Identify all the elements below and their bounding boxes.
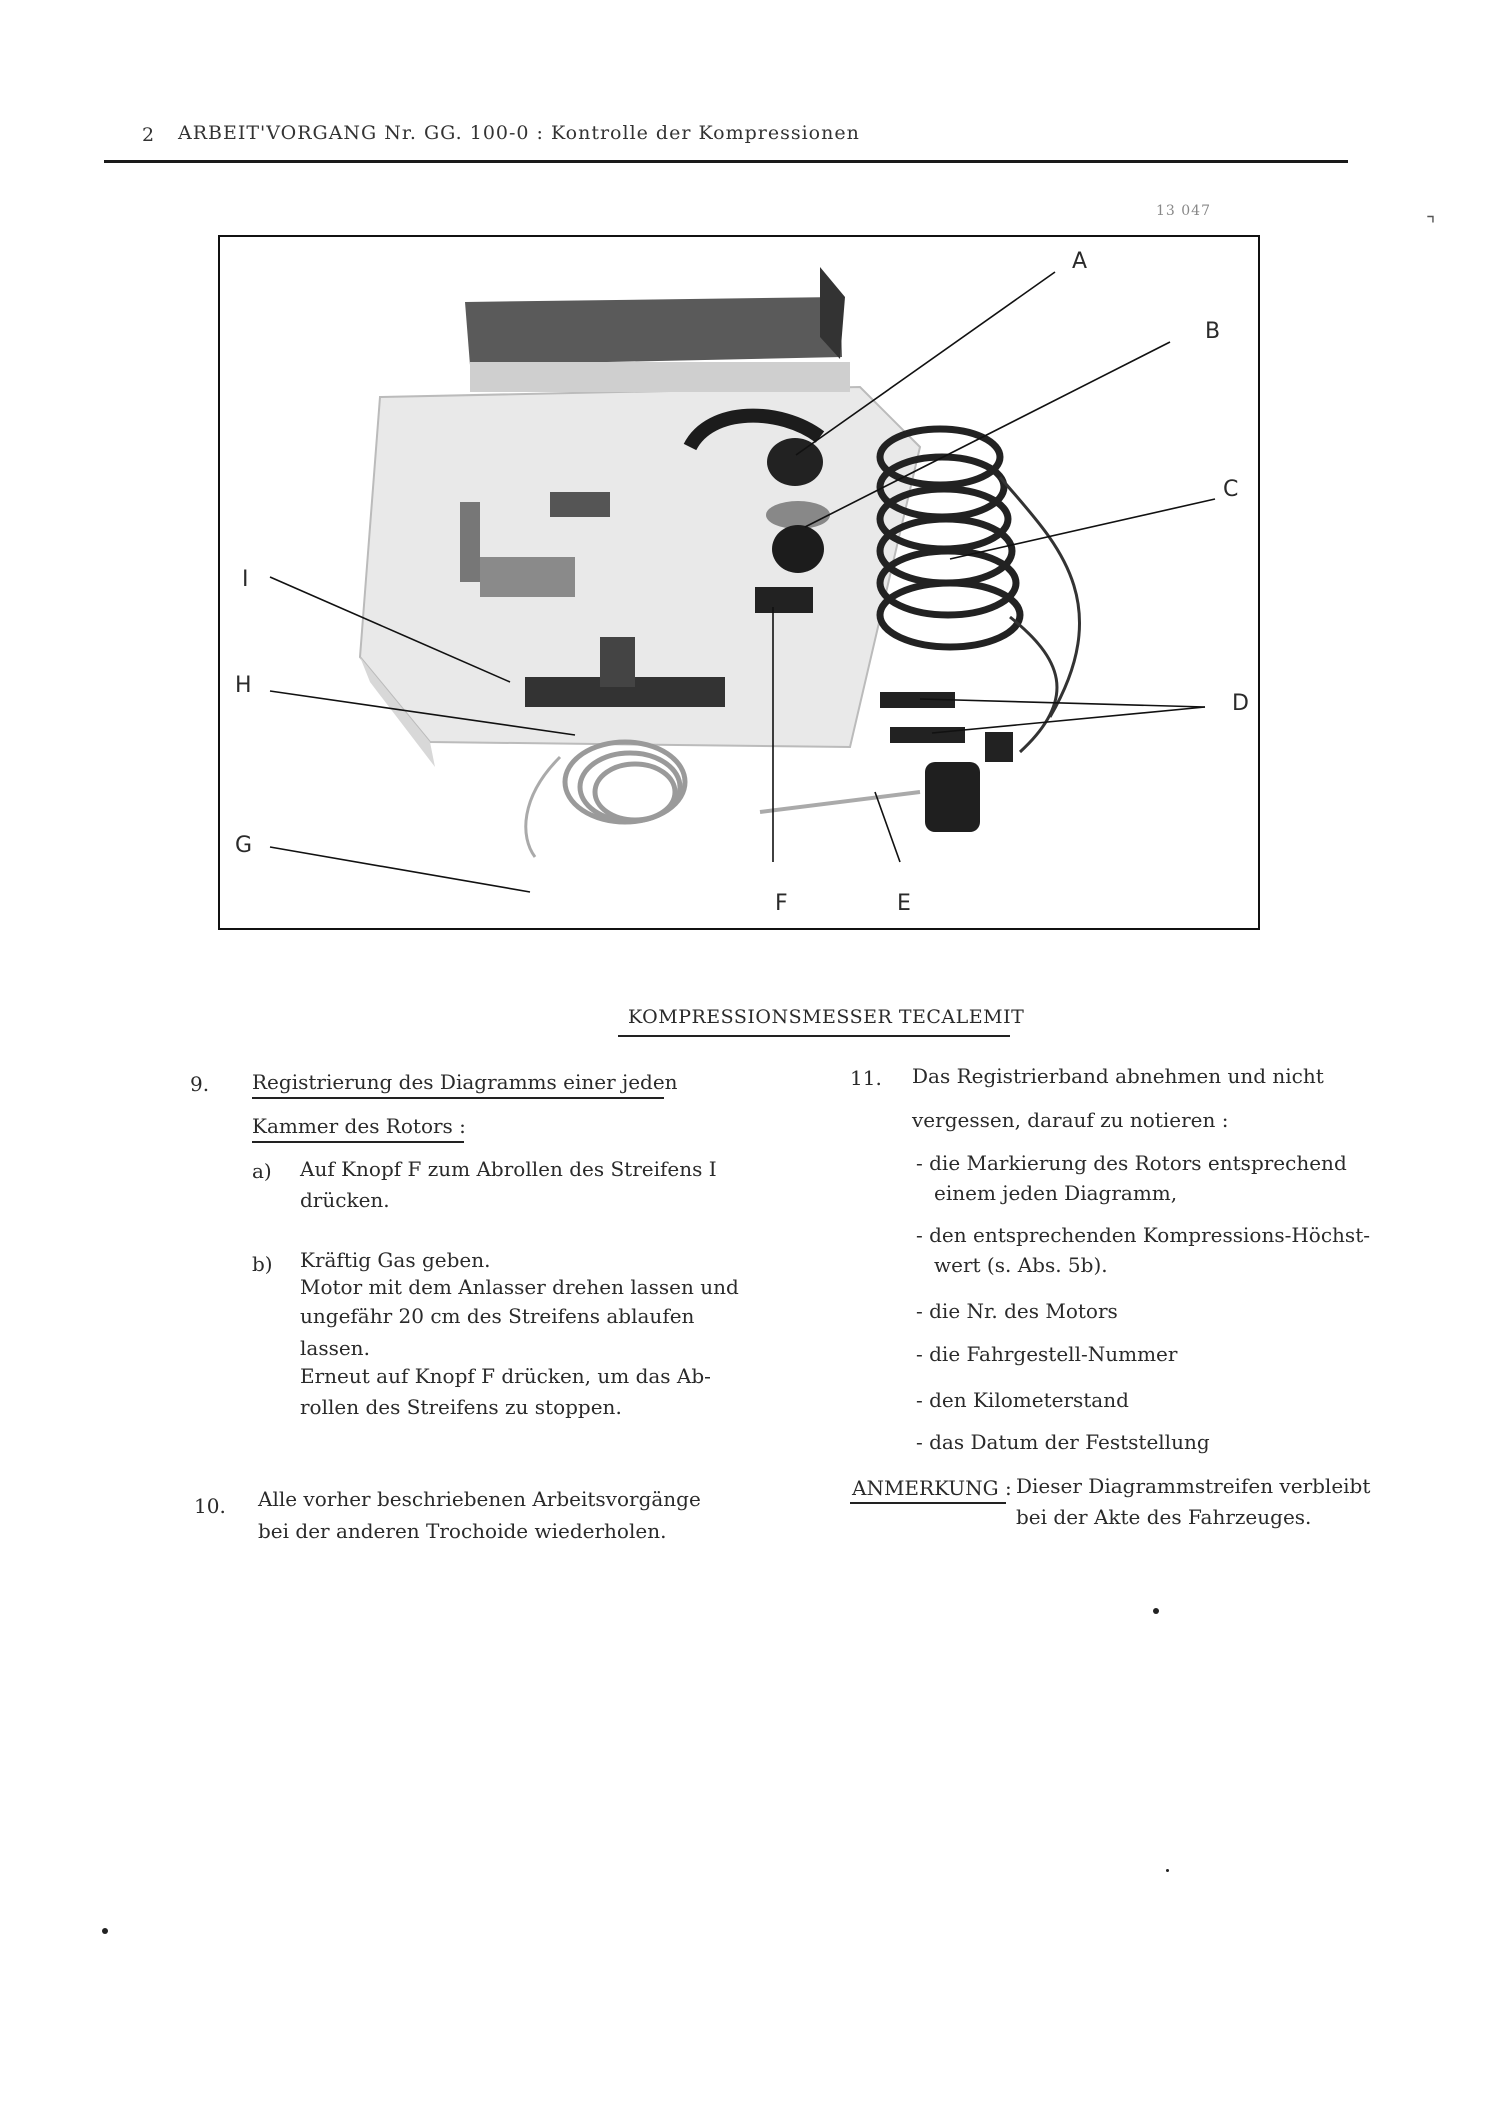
note-label-underline	[850, 1502, 1006, 1504]
step-11-item5: - den Kilometerstand	[916, 1388, 1129, 1412]
step-10-line1: Alle vorher beschriebenen Arbeitsvorgänge	[258, 1487, 701, 1511]
step-11-item1-line2: einem jeden Diagramm,	[934, 1181, 1178, 1205]
stray-mark	[1166, 1869, 1169, 1872]
step-9a-marker: a)	[252, 1159, 272, 1183]
label-C: C	[1223, 477, 1239, 502]
step-9b-line4: lassen.	[300, 1336, 370, 1360]
step-9a-line1: Auf Knopf F zum Abrollen des Streifens I	[300, 1157, 717, 1181]
step-11-item2-line2: wert (s. Abs. 5b).	[934, 1253, 1108, 1277]
step-11-item6: - das Datum der Feststellung	[916, 1430, 1210, 1454]
note-label: ANMERKUNG :	[852, 1476, 1012, 1500]
step-9-heading-underline1	[252, 1097, 664, 1099]
step-11-line2: vergessen, darauf zu notieren :	[912, 1108, 1229, 1132]
step-10-line2: bei der anderen Trochoide wiederholen.	[258, 1519, 667, 1543]
step-9b-line1: Kräftig Gas geben.	[300, 1248, 491, 1272]
page-number: 2	[142, 124, 156, 146]
photo-id: 13 047	[1156, 203, 1211, 219]
step-11-item1-line1: - die Markierung des Rotors entsprechend	[916, 1151, 1347, 1175]
step-9b-marker: b)	[252, 1252, 273, 1276]
step-11-line1: Das Registrierband abnehmen und nicht	[912, 1064, 1324, 1088]
figure-photo	[218, 235, 1260, 930]
note-line1: Dieser Diagrammstreifen verbleibt	[1016, 1474, 1371, 1498]
step-11-item4: - die Fahrgestell-Nummer	[916, 1342, 1178, 1366]
step-11-item2-line1: - den entsprechenden Kompressions-Höchst-	[916, 1223, 1370, 1247]
step-9a-line2: drücken.	[300, 1188, 390, 1212]
label-B: B	[1205, 319, 1221, 344]
stray-mark	[102, 1928, 108, 1934]
label-A: A	[1072, 249, 1088, 274]
step-11-item3: - die Nr. des Motors	[916, 1299, 1118, 1323]
step-9b-line2: Motor mit dem Anlasser drehen lassen und	[300, 1275, 739, 1299]
label-F: F	[775, 891, 788, 916]
step-9-heading-underline2	[252, 1141, 464, 1143]
header-rule	[104, 160, 1348, 163]
label-G: G	[235, 833, 253, 858]
figure-illustration	[220, 237, 1260, 930]
step-11-number: 11.	[850, 1066, 882, 1090]
label-I: I	[242, 567, 249, 592]
caption-underline	[618, 1035, 1010, 1037]
step-10-number: 10.	[194, 1494, 226, 1518]
note-line2: bei der Akte des Fahrzeuges.	[1016, 1505, 1312, 1529]
figure-caption: KOMPRESSIONSMESSER TECALEMIT	[628, 1006, 1025, 1028]
step-9-heading-line2: Kammer des Rotors :	[252, 1114, 466, 1138]
step-9b-line6: rollen des Streifens zu stoppen.	[300, 1395, 622, 1419]
corner-mark: ⌝	[1426, 212, 1436, 236]
step-9-number: 9.	[190, 1072, 210, 1096]
page-header-title: ARBEIT'VORGANG Nr. GG. 100-0 : Kontrolle der Kompressionen	[178, 122, 860, 144]
label-E: E	[897, 891, 911, 916]
step-9b-line3: ungefähr 20 cm des Streifens ablaufen	[300, 1304, 695, 1328]
step-9b-line5: Erneut auf Knopf F drücken, um das Ab-	[300, 1364, 711, 1388]
step-9-heading-line1: Registrierung des Diagramms einer jeden	[252, 1070, 678, 1094]
stray-mark	[1153, 1608, 1159, 1614]
label-D: D	[1232, 691, 1249, 716]
label-H: H	[235, 673, 252, 698]
